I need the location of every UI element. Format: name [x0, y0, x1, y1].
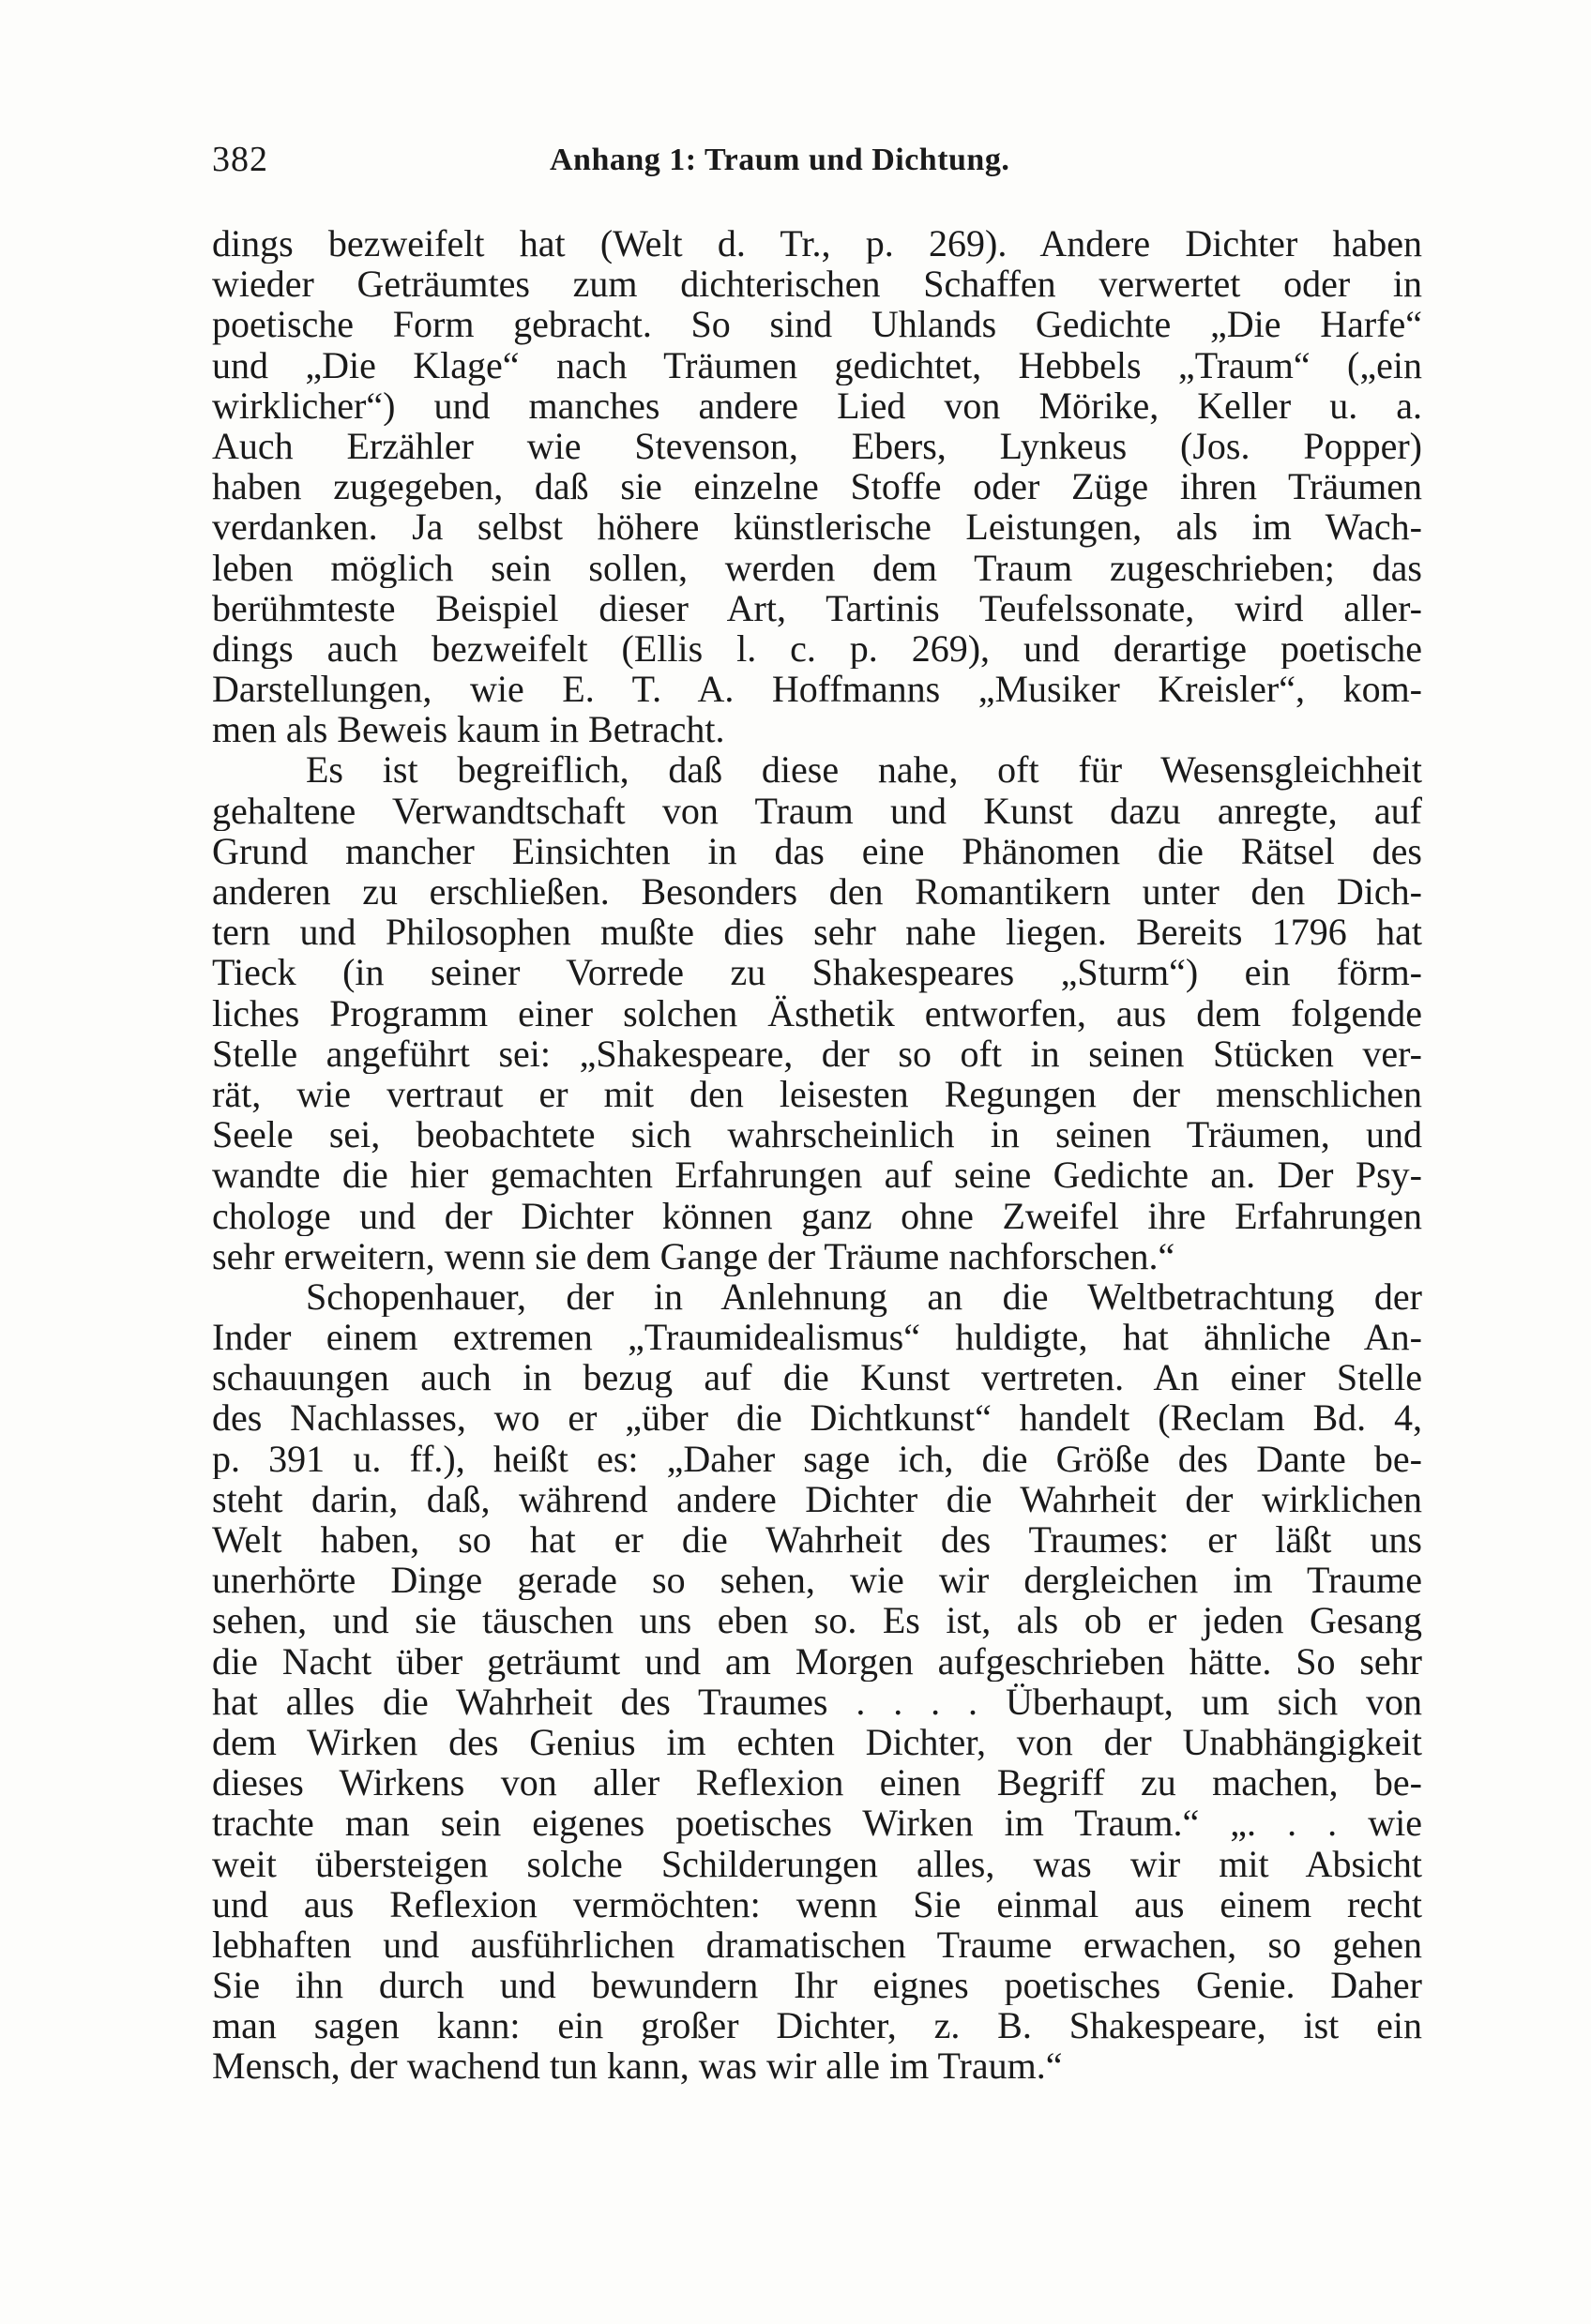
running-head: Anhang 1: Traum und Dichtung.: [550, 143, 1010, 177]
text-line: rät, wie vertraut er mit den leisesten Regungen der menschlichen: [212, 1073, 1422, 1115]
text-line: berühmteste Beispiel dieser Art, Tartinis Teufelssonate, wird aller-: [212, 587, 1422, 628]
text-line: gehaltene Verwandtschaft von Traum und Kunst dazu anregte, auf: [212, 790, 1422, 831]
text-line: unerhörte Dinge gerade so sehen, wie wir dergleichen im Traume: [212, 1560, 1422, 1601]
text-line: Inder einem extremen „Traumidealismus“ huldigte, hat ähnliche An-: [212, 1317, 1422, 1358]
text-line: Auch Erzähler wie Stevenson, Ebers, Lynkeus (Jos. Popper): [212, 425, 1422, 467]
text-line: poetische Form gebracht. So sind Uhlands Gedichte „Die Harfe“: [212, 304, 1422, 345]
text-line: anderen zu erschließen. Besonders den Romantikern unter den Dich-: [212, 871, 1422, 913]
text-line: die Nacht über geträumt und am Morgen aufgeschrieben hätte. So sehr: [212, 1640, 1422, 1682]
text-line: lebhaften und ausführlichen dramatischen Traume erwachen, so gehen: [212, 1924, 1422, 1966]
text-line: Seele sei, beobachtete sich wahrscheinlich in seinen Träumen, und: [212, 1114, 1422, 1155]
text-line: weit übersteigen solche Schilderungen alles, was wir mit Absicht: [212, 1843, 1422, 1884]
text-line: Stelle angeführt sei: „Shakespeare, der so oft in seinen Stücken ver-: [212, 1033, 1422, 1074]
text-line: leben möglich sein sollen, werden dem Traum zugeschrieben; das: [212, 547, 1422, 588]
text-line: schauungen auch in bezug auf die Kunst vertreten. An einer Stelle: [212, 1357, 1422, 1398]
text-line: und „Die Klage“ nach Träumen gedichtet, Hebbels „Traum“ („ein: [212, 344, 1422, 385]
text-line: hat alles die Wahrheit des Traumes . . . . Überhaupt, um sich von: [212, 1681, 1422, 1722]
page-header: [212, 139, 1422, 186]
text-line: dem Wirken des Genius im echten Dichter, von der Unabhängigkeit: [212, 1721, 1422, 1763]
text-line: wirklicher“) und manches andere Lied von Mörike, Keller u. a.: [212, 385, 1422, 426]
text-line: dieses Wirkens von aller Reflexion einen Begriff zu machen, be-: [212, 1762, 1422, 1803]
text-line: des Nachlasses, wo er „über die Dichtkunst“ handelt (Reclam Bd. 4,: [212, 1397, 1422, 1439]
paragraph-start-line: Es ist begreiflich, daß diese nahe, oft für Wesensgleichheit: [306, 749, 1422, 791]
text-line: p. 391 u. ff.), heißt es: „Daher sage ich, die Größe des Dante be-: [212, 1438, 1422, 1479]
text-line: Tieck (in seiner Vorrede zu Shakespeares „Sturm“) ein förm-: [212, 952, 1422, 993]
text-line: Darstellungen, wie E. T. A. Hoffmanns „Musiker Kreisler“, kom-: [212, 669, 1422, 710]
text-line: Grund mancher Einsichten in das eine Phänomen die Rätsel des: [212, 830, 1422, 871]
paragraph-start-line: Schopenhauer, der in Anlehnung an die Weltbetrachtung der: [306, 1275, 1422, 1318]
page-number: 382: [212, 140, 268, 179]
text-line: dings auch bezweifelt (Ellis l. c. p. 269), und derartige poetische: [212, 627, 1422, 670]
text-line: dings bezweifelt hat (Welt d. Tr., p. 269). Andere Dichter haben: [212, 223, 1422, 264]
text-line: trachte man sein eigenes poetisches Wirken im Traum.“ „. . . wie: [212, 1803, 1422, 1844]
body-text: [212, 223, 1422, 2087]
text-line: chologe und der Dichter können ganz ohne Zweifel ihre Erfahrungen: [212, 1195, 1422, 1236]
text-line: steht darin, daß, während andere Dichter die Wahrheit der wirklichen: [212, 1478, 1422, 1519]
text-line: man sagen kann: ein großer Dichter, z. B. Shakespeare, ist ein: [212, 2005, 1422, 2046]
text-line: verdanken. Ja selbst höhere künstlerische Leistungen, als im Wach-: [212, 506, 1422, 548]
text-line: haben zugegeben, daß sie einzelne Stoffe oder Züge ihren Träumen: [212, 466, 1422, 507]
text-line: men als Beweis kaum in Betracht.: [212, 709, 725, 750]
text-line: sehr erweitern, wenn sie dem Gange der Träume nachforschen.“: [212, 1235, 1175, 1276]
text-line: tern und Philosophen mußte dies sehr nahe liegen. Bereits 1796 hat: [212, 912, 1422, 953]
text-line: und aus Reflexion vermöchten: wenn Sie einmal aus einem recht: [212, 1883, 1422, 1924]
text-line: Sie ihn durch und bewundern Ihr eignes poetisches Genie. Daher: [212, 1965, 1422, 2006]
text-line: Welt haben, so hat er die Wahrheit des Traumes: er läßt uns: [212, 1519, 1422, 1561]
text-line: wandte die hier gemachten Erfahrungen auf seine Gedichte an. Der Psy-: [212, 1154, 1422, 1196]
text-line: liches Programm einer solchen Ästhetik entworfen, aus dem folgende: [212, 992, 1422, 1034]
text-line: Mensch, der wachend tun kann, was wir alle im Traum.“: [212, 2045, 1063, 2087]
text-line: wieder Geträumtes zum dichterischen Schaffen verwertet oder in: [212, 264, 1422, 305]
text-line: sehen, und sie täuschen uns eben so. Es ist, als ob er jeden Gesang: [212, 1600, 1422, 1641]
